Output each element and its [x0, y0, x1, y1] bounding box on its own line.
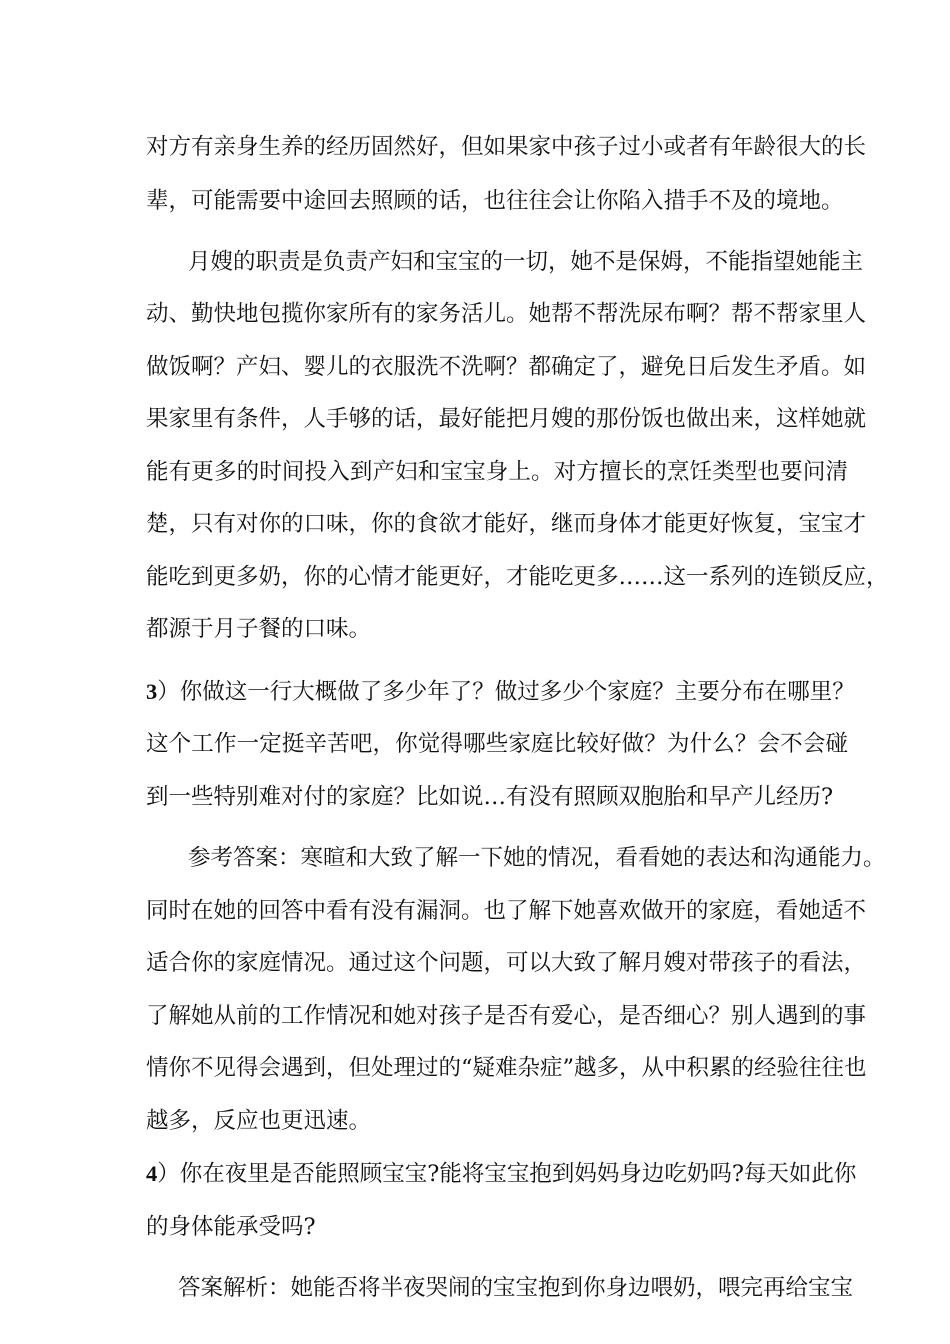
answer-3-line-5: 情你不见得会遇到，但处理过的“疑难杂症”越多，从中积累的经验往往也 — [146, 1055, 867, 1081]
question-4-number: 4 — [146, 1161, 158, 1186]
paragraph-1-line-2: 辈，可能需要中途回去照顾的话，也往往会让你陷入措手不及的境地。 — [146, 188, 844, 214]
paragraph-2-line-1: 月嫂的职责是负责产妇和宝宝的一切，她不是保姆，不能指望她能主 — [188, 249, 864, 275]
answer-3-line-2: 同时在她的回答中看有没有漏洞。也了解下她喜欢做开的家庭，看她适不 — [146, 898, 867, 924]
question-3-text: ）你做这一行大概做了多少年了？做过多少个家庭？主要分布在哪里？ — [157, 679, 855, 705]
question-3-line-3: 到一些特别难对付的家庭？比如说…有没有照顾双胞胎和早产儿经历? — [146, 784, 834, 810]
paragraph-2-line-7: 能吃到更多奶，你的心情才能更好，才能吃更多……这一系列的连锁反应， — [146, 564, 889, 590]
paragraph-2-line-8: 都源于月子餐的口味。 — [146, 616, 372, 642]
answer-3-line-6: 越多，反应也更迅速。 — [146, 1108, 372, 1134]
answer-3-line-4: 了解她从前的工作情况和她对孩子是否有爱心，是否细心？别人遇到的事 — [146, 1003, 867, 1029]
paragraph-1-line-1: 对方有亲身生养的经历固然好，但如果家中孩子过小或者有年龄很大的长 — [146, 134, 867, 160]
question-3-line-1 — [146, 676, 855, 708]
paragraph-2-line-3: 做饭啊？产妇、婴儿的衣服洗不洗啊？都确定了，避免日后发生矛盾。如 — [146, 354, 867, 380]
question-4-text: ）你在夜里是否能照顾宝宝?能将宝宝抱到妈妈身边吃奶吗?每天如此你 — [157, 1161, 857, 1187]
question-3-number: 3 — [146, 679, 158, 704]
answer-4-line-1: 答案解析：她能否将半夜哭闹的宝宝抱到你身边喂奶，喂完再给宝宝 — [178, 1275, 854, 1301]
paragraph-2-line-5: 能有更多的时间投入到产妇和宝宝身上。对方擅长的烹饪类型也要问清 — [146, 459, 848, 485]
paragraph-2-line-6: 楚，只有对你的口味，你的食欲才能好，继而身体才能更好恢复，宝宝才 — [146, 511, 867, 537]
paragraph-2-line-2: 动、勤快地包揽你家所有的家务活儿。她帮不帮洗尿布啊？帮不帮家里人 — [146, 301, 867, 327]
question-3-line-2: 这个工作一定挺辛苦吧，你觉得哪些家庭比较好做？为什么？会不会碰 — [146, 731, 848, 757]
answer-3-line-1: 参考答案：寒暄和大致了解一下她的情况，看看她的表达和沟通能力。 — [188, 845, 886, 871]
question-4-line-2: 的身体能承受吗? — [146, 1214, 316, 1240]
answer-3-line-3: 适合你的家庭情况。通过这个问题，可以大致了解月嫂对带孩子的看法， — [146, 950, 867, 976]
paragraph-2-line-4: 果家里有条件，人手够的话，最好能把月嫂的那份饭也做出来，这样她就 — [146, 406, 867, 432]
question-4-line-1 — [146, 1158, 857, 1190]
